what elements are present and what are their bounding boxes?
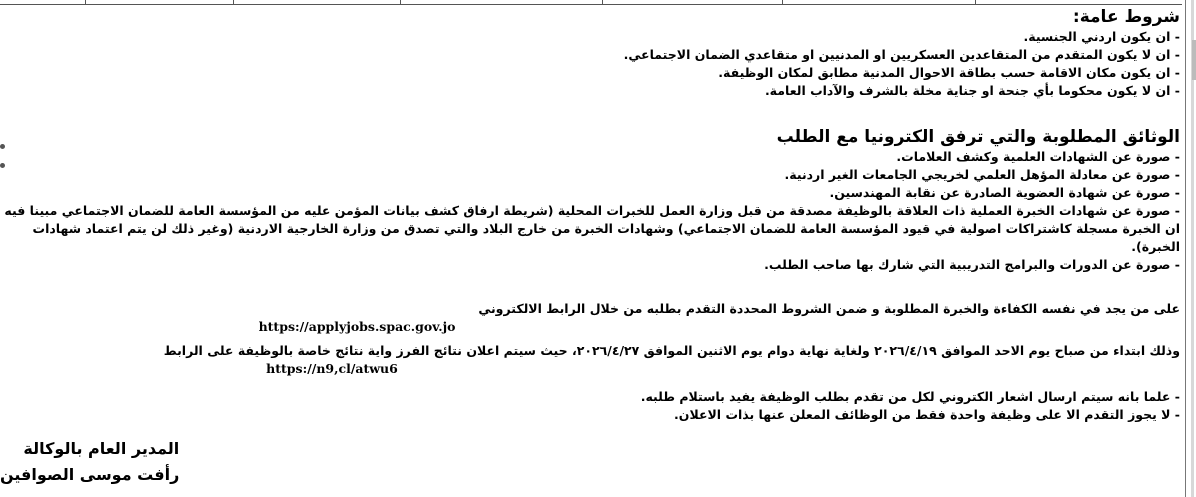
- general-item: - ان لا يكون المتقدم من المتقاعدين العسكريين او المدنيين او متقاعدي الضمان الاجتماعي.: [623, 47, 1180, 62]
- document-item: - صورة عن شهادة العضوية الصادرة عن نقابة المهندسين.: [829, 185, 1180, 200]
- apply-text: على من يجد في نفسه الكفاءة والخبرة المطلوبة و ضمن الشروط المحددة التقدم بطلبه من خلال الرابط الالكتروني: [478, 301, 1180, 316]
- signature-block: [0, 436, 179, 488]
- document-item: - صورة عن الشهادات العلمية وكشف العلامات.: [896, 149, 1180, 164]
- general-item: - ان يكون مكان الاقامة حسب بطاقة الاحوال المدنية مطابق لمكان الوظيفة.: [718, 65, 1180, 80]
- general-item: - ان لا يكون محكوما بأي جنحة او جناية مخلة بالشرف والآداب العامة.: [764, 83, 1180, 98]
- note-item: - لا يجوز التقدم الا على وظيفة واحدة فقط من الوظائف المعلن عنها بذات الاعلان.: [674, 407, 1180, 422]
- document-item: - صورة عن الدورات والبرامج التدريبية التي شارك بها صاحب الطلب.: [764, 257, 1180, 272]
- general-item: - ان يكون اردني الجنسية.: [1023, 29, 1180, 44]
- scrollbar-thumb[interactable]: [1192, 40, 1196, 80]
- signature-role: المدير العام بالوكالة: [23, 439, 180, 458]
- document-item: - صورة عن شهادات الخبرة العملية ذات العلاقة بالوظيفة مصدقة من قبل وزارة العمل للخبرات المحلية (شريطة ارفاق كشف بيانات المؤمن عليه من المؤسسة العامة للضمان الاجتماعي مبينا فيه ان الخبرة مسجلة كاشتراكات اصولية في قيود المؤسسة العامة للضمان الاجتماعي) وشهادات الخبرة من خارج البلاد والتي تصدق من وزارة الخارجية الاردنية (وغير ذلك لن يتم اعتماد شهادات الخبرة).: [4, 203, 1180, 254]
- announcement-body: [4, 6, 1180, 424]
- note-item: - علما بانه سيتم ارسال اشعار الكتروني لكل من تقدم بطلب الوظيفة يفيد باستلام طلبه.: [640, 389, 1180, 404]
- page-border-line: [1185, 0, 1186, 497]
- results-link[interactable]: https://n9,cl/atwu6: [266, 361, 398, 376]
- general-conditions-title: شروط عامة:: [1072, 7, 1180, 27]
- apply-period: وذلك ابتداء من صباح يوم الاحد الموافق ٢٠٢٦/٤/١٩ ولغاية نهاية دوام يوم الاثنين الموافق ٢٠٢٦/٤/٢٧، حيث سيتم اعلان نتائج الفرز واية نتائج خاصة بالوظيفة على الرابط: [163, 343, 1180, 358]
- document-item: - صورة عن معادلة المؤهل العلمي لخريجي الجامعات الغير اردنية.: [784, 167, 1180, 182]
- signature-name: رأفت موسى الصوافين: [0, 465, 180, 484]
- table-bottom-border: [0, 0, 1182, 5]
- apply-link[interactable]: https://applyjobs.spac.gov.jo: [258, 319, 456, 334]
- documents-title: الوثائق المطلوبة والتي ترفق الكترونيا مع الطلب: [776, 127, 1180, 147]
